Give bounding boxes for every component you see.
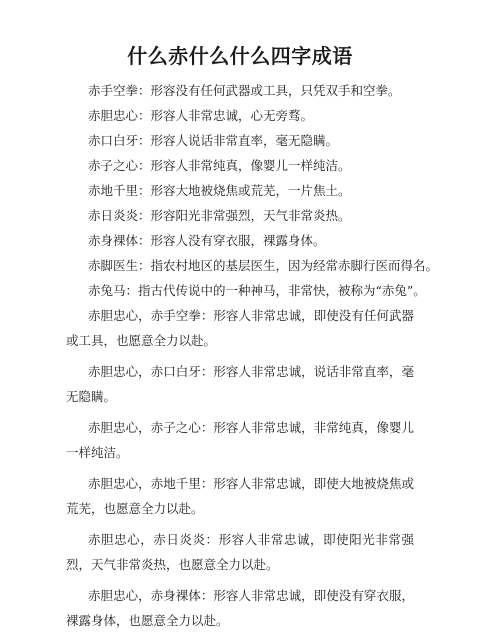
idiom-entry: 赤身裸体：形容人没有穿衣服，裸露身体。	[88, 233, 326, 248]
idiom-entry: 赤兔马：指古代传说中的一种神马，非常快，被称为“赤兔”。	[88, 283, 426, 298]
idiom-entry: 赤脚医生：指农村地区的基层医生，因为经常赤脚行医而得名。	[88, 258, 439, 273]
paragraph: 赤胆忠心，赤子之心：形容人非常忠诚，非常纯真，像婴儿一样纯洁。	[66, 420, 414, 460]
idiom-entry: 赤地千里：形容大地被烧焦或荒芜，一片焦土。	[88, 183, 351, 198]
paragraph: 赤胆忠心，赤口白牙：形容人非常忠诚，说话非常直率，毫无隐瞒。	[66, 364, 414, 404]
document-title: 什么赤什么什么四字成语	[127, 44, 353, 68]
paragraph: 赤胆忠心，赤日炎炎：形容人非常忠诚，即使阳光非常强烈，天气非常炎热，也愿意全力以赴。	[66, 532, 414, 572]
combined-paragraphs	[66, 303, 414, 633]
idiom-entry: 赤口白牙：形容人说话非常直率，毫无隐瞒。	[88, 133, 339, 148]
idiom-entry: 赤手空拳：形容没有任何武器或工具，只凭双手和空拳。	[88, 83, 401, 98]
paragraph: 赤胆忠心，赤手空拳：形容人非常忠诚，即使没有任何武器或工具，也愿意全力以赴。	[66, 308, 414, 348]
idiom-list	[66, 78, 439, 303]
paragraph: 赤胆忠心，赤地千里：形容人非常忠诚，即使大地被烧焦或荒芜，也愿意全力以赴。	[66, 476, 414, 516]
paragraph: 赤胆忠心，赤身裸体：形容人非常忠诚，即使没有穿衣服，裸露身体，也愿意全力以赴。	[66, 588, 414, 628]
idiom-entry: 赤胆忠心：形容人非常忠诚，心无旁骛。	[88, 108, 314, 123]
idiom-entry: 赤日炎炎：形容阳光非常强烈，天气非常炎热。	[88, 208, 351, 223]
idiom-entry: 赤子之心：形容人非常纯真，像婴儿一样纯洁。	[88, 158, 351, 173]
